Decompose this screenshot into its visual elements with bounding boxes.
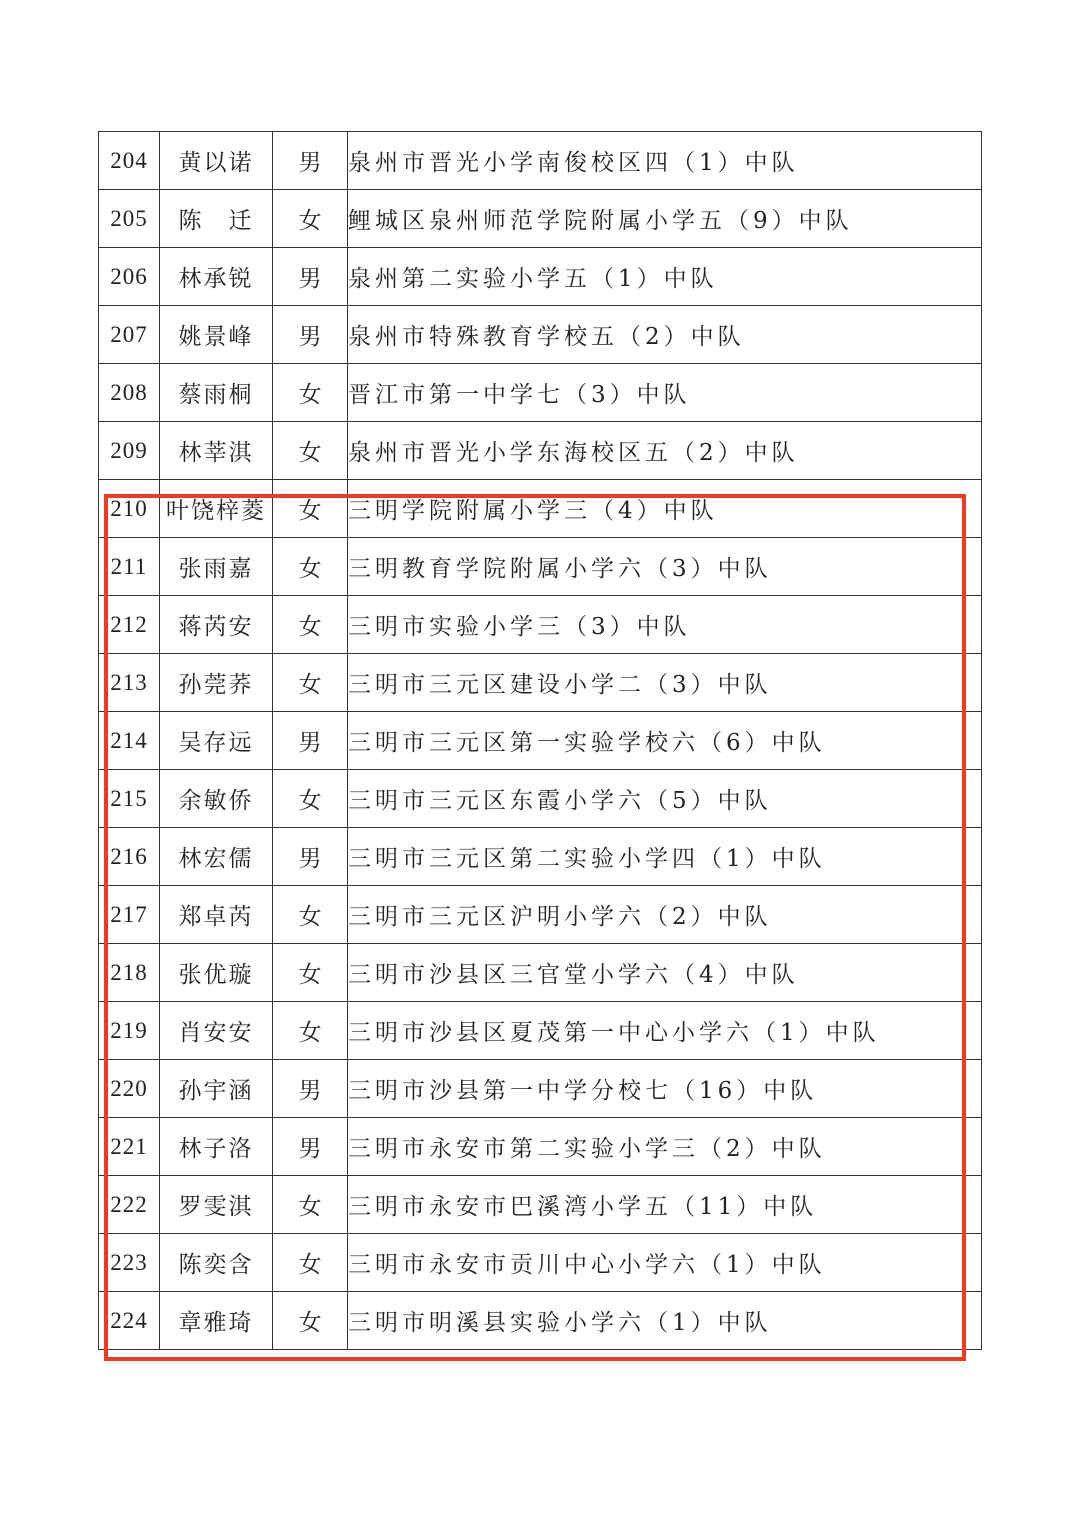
table-row xyxy=(99,190,982,248)
row-number: 221 xyxy=(99,1118,160,1176)
row-number: 207 xyxy=(99,306,160,364)
row-number: 214 xyxy=(99,712,160,770)
student-gender: 男 xyxy=(273,712,348,770)
squad-unit: 晋江市第一中学七（3）中队 xyxy=(348,364,982,422)
squad-unit: 鲤城区泉州师范学院附属小学五（9）中队 xyxy=(348,190,982,248)
table-row xyxy=(99,422,982,480)
student-name: 陈奕含 xyxy=(160,1234,273,1292)
squad-unit: 三明市明溪县实验小学六（1）中队 xyxy=(348,1292,982,1350)
student-gender: 男 xyxy=(273,132,348,190)
squad-unit: 泉州市晋光小学南俊校区四（1）中队 xyxy=(348,132,982,190)
squad-unit: 三明学院附属小学三（4）中队 xyxy=(348,480,982,538)
student-name: 姚景峰 xyxy=(160,306,273,364)
student-gender: 男 xyxy=(273,828,348,886)
row-number: 212 xyxy=(99,596,160,654)
table-row xyxy=(99,1002,982,1060)
squad-unit: 三明市永安市第二实验小学三（2）中队 xyxy=(348,1118,982,1176)
table-row xyxy=(99,480,982,538)
row-number: 220 xyxy=(99,1060,160,1118)
row-number: 215 xyxy=(99,770,160,828)
student-name: 罗雯淇 xyxy=(160,1176,273,1234)
student-name: 孙莞荞 xyxy=(160,654,273,712)
squad-unit: 三明市沙县第一中学分校七（16）中队 xyxy=(348,1060,982,1118)
student-gender: 女 xyxy=(273,364,348,422)
student-gender: 女 xyxy=(273,1234,348,1292)
squad-unit: 三明市沙县区三官堂小学六（4）中队 xyxy=(348,944,982,1002)
student-gender: 女 xyxy=(273,654,348,712)
squad-unit: 三明市三元区第一实验学校六（6）中队 xyxy=(348,712,982,770)
student-name: 张优璇 xyxy=(160,944,273,1002)
table-row xyxy=(99,828,982,886)
student-gender: 男 xyxy=(273,1118,348,1176)
table-row xyxy=(99,1060,982,1118)
student-gender: 女 xyxy=(273,1292,348,1350)
student-gender: 女 xyxy=(273,422,348,480)
student-gender: 女 xyxy=(273,886,348,944)
table-row xyxy=(99,596,982,654)
row-number: 211 xyxy=(99,538,160,596)
row-number: 219 xyxy=(99,1002,160,1060)
table-row xyxy=(99,886,982,944)
student-name: 林子洛 xyxy=(160,1118,273,1176)
row-number: 224 xyxy=(99,1292,160,1350)
student-name: 黄以诺 xyxy=(160,132,273,190)
table-row xyxy=(99,944,982,1002)
table-row xyxy=(99,364,982,422)
table-row xyxy=(99,712,982,770)
row-number: 218 xyxy=(99,944,160,1002)
table-row xyxy=(99,306,982,364)
squad-unit: 三明市三元区建设小学二（3）中队 xyxy=(348,654,982,712)
student-gender: 女 xyxy=(273,480,348,538)
row-number: 222 xyxy=(99,1176,160,1234)
row-number: 205 xyxy=(99,190,160,248)
student-gender: 男 xyxy=(273,306,348,364)
row-number: 213 xyxy=(99,654,160,712)
row-number: 216 xyxy=(99,828,160,886)
student-name: 蒋芮安 xyxy=(160,596,273,654)
table-row xyxy=(99,1118,982,1176)
student-name: 郑卓芮 xyxy=(160,886,273,944)
row-number: 223 xyxy=(99,1234,160,1292)
squad-unit: 三明市三元区东霞小学六（5）中队 xyxy=(348,770,982,828)
table-row xyxy=(99,1234,982,1292)
student-gender: 男 xyxy=(273,248,348,306)
student-name: 张雨嘉 xyxy=(160,538,273,596)
table-row xyxy=(99,654,982,712)
squad-unit: 泉州市晋光小学东海校区五（2）中队 xyxy=(348,422,982,480)
student-name: 章雅琦 xyxy=(160,1292,273,1350)
student-name: 林莘淇 xyxy=(160,422,273,480)
student-gender: 女 xyxy=(273,1002,348,1060)
squad-unit: 三明市永安市巴溪湾小学五（11）中队 xyxy=(348,1176,982,1234)
student-gender: 女 xyxy=(273,538,348,596)
student-gender: 女 xyxy=(273,944,348,1002)
squad-unit: 三明市永安市贡川中心小学六（1）中队 xyxy=(348,1234,982,1292)
student-name: 孙宇涵 xyxy=(160,1060,273,1118)
row-number: 204 xyxy=(99,132,160,190)
table-row xyxy=(99,1176,982,1234)
student-gender: 女 xyxy=(273,1176,348,1234)
student-name: 林承锐 xyxy=(160,248,273,306)
student-name: 叶饶梓菱 xyxy=(160,480,273,538)
row-number: 217 xyxy=(99,886,160,944)
squad-unit: 三明市三元区第二实验小学四（1）中队 xyxy=(348,828,982,886)
squad-unit: 三明市沙县区夏茂第一中心小学六（1）中队 xyxy=(348,1002,982,1060)
table-row xyxy=(99,132,982,190)
squad-unit: 泉州市特殊教育学校五（2）中队 xyxy=(348,306,982,364)
row-number: 209 xyxy=(99,422,160,480)
table-row xyxy=(99,770,982,828)
student-name: 肖安安 xyxy=(160,1002,273,1060)
student-gender: 女 xyxy=(273,190,348,248)
row-number: 210 xyxy=(99,480,160,538)
squad-unit: 三明市三元区沪明小学六（2）中队 xyxy=(348,886,982,944)
row-number: 208 xyxy=(99,364,160,422)
row-number: 206 xyxy=(99,248,160,306)
student-name: 吴存远 xyxy=(160,712,273,770)
table-row xyxy=(99,538,982,596)
table-row xyxy=(99,248,982,306)
student-gender: 女 xyxy=(273,770,348,828)
student-gender: 男 xyxy=(273,1060,348,1118)
student-name: 余敏侨 xyxy=(160,770,273,828)
student-name: 陈 迁 xyxy=(160,190,273,248)
student-gender: 女 xyxy=(273,596,348,654)
squad-unit: 泉州第二实验小学五（1）中队 xyxy=(348,248,982,306)
squad-unit: 三明市实验小学三（3）中队 xyxy=(348,596,982,654)
honor-roster-table xyxy=(98,131,982,1350)
student-name: 林宏儒 xyxy=(160,828,273,886)
student-name: 蔡雨桐 xyxy=(160,364,273,422)
squad-unit: 三明教育学院附属小学六（3）中队 xyxy=(348,538,982,596)
table-row xyxy=(99,1292,982,1350)
